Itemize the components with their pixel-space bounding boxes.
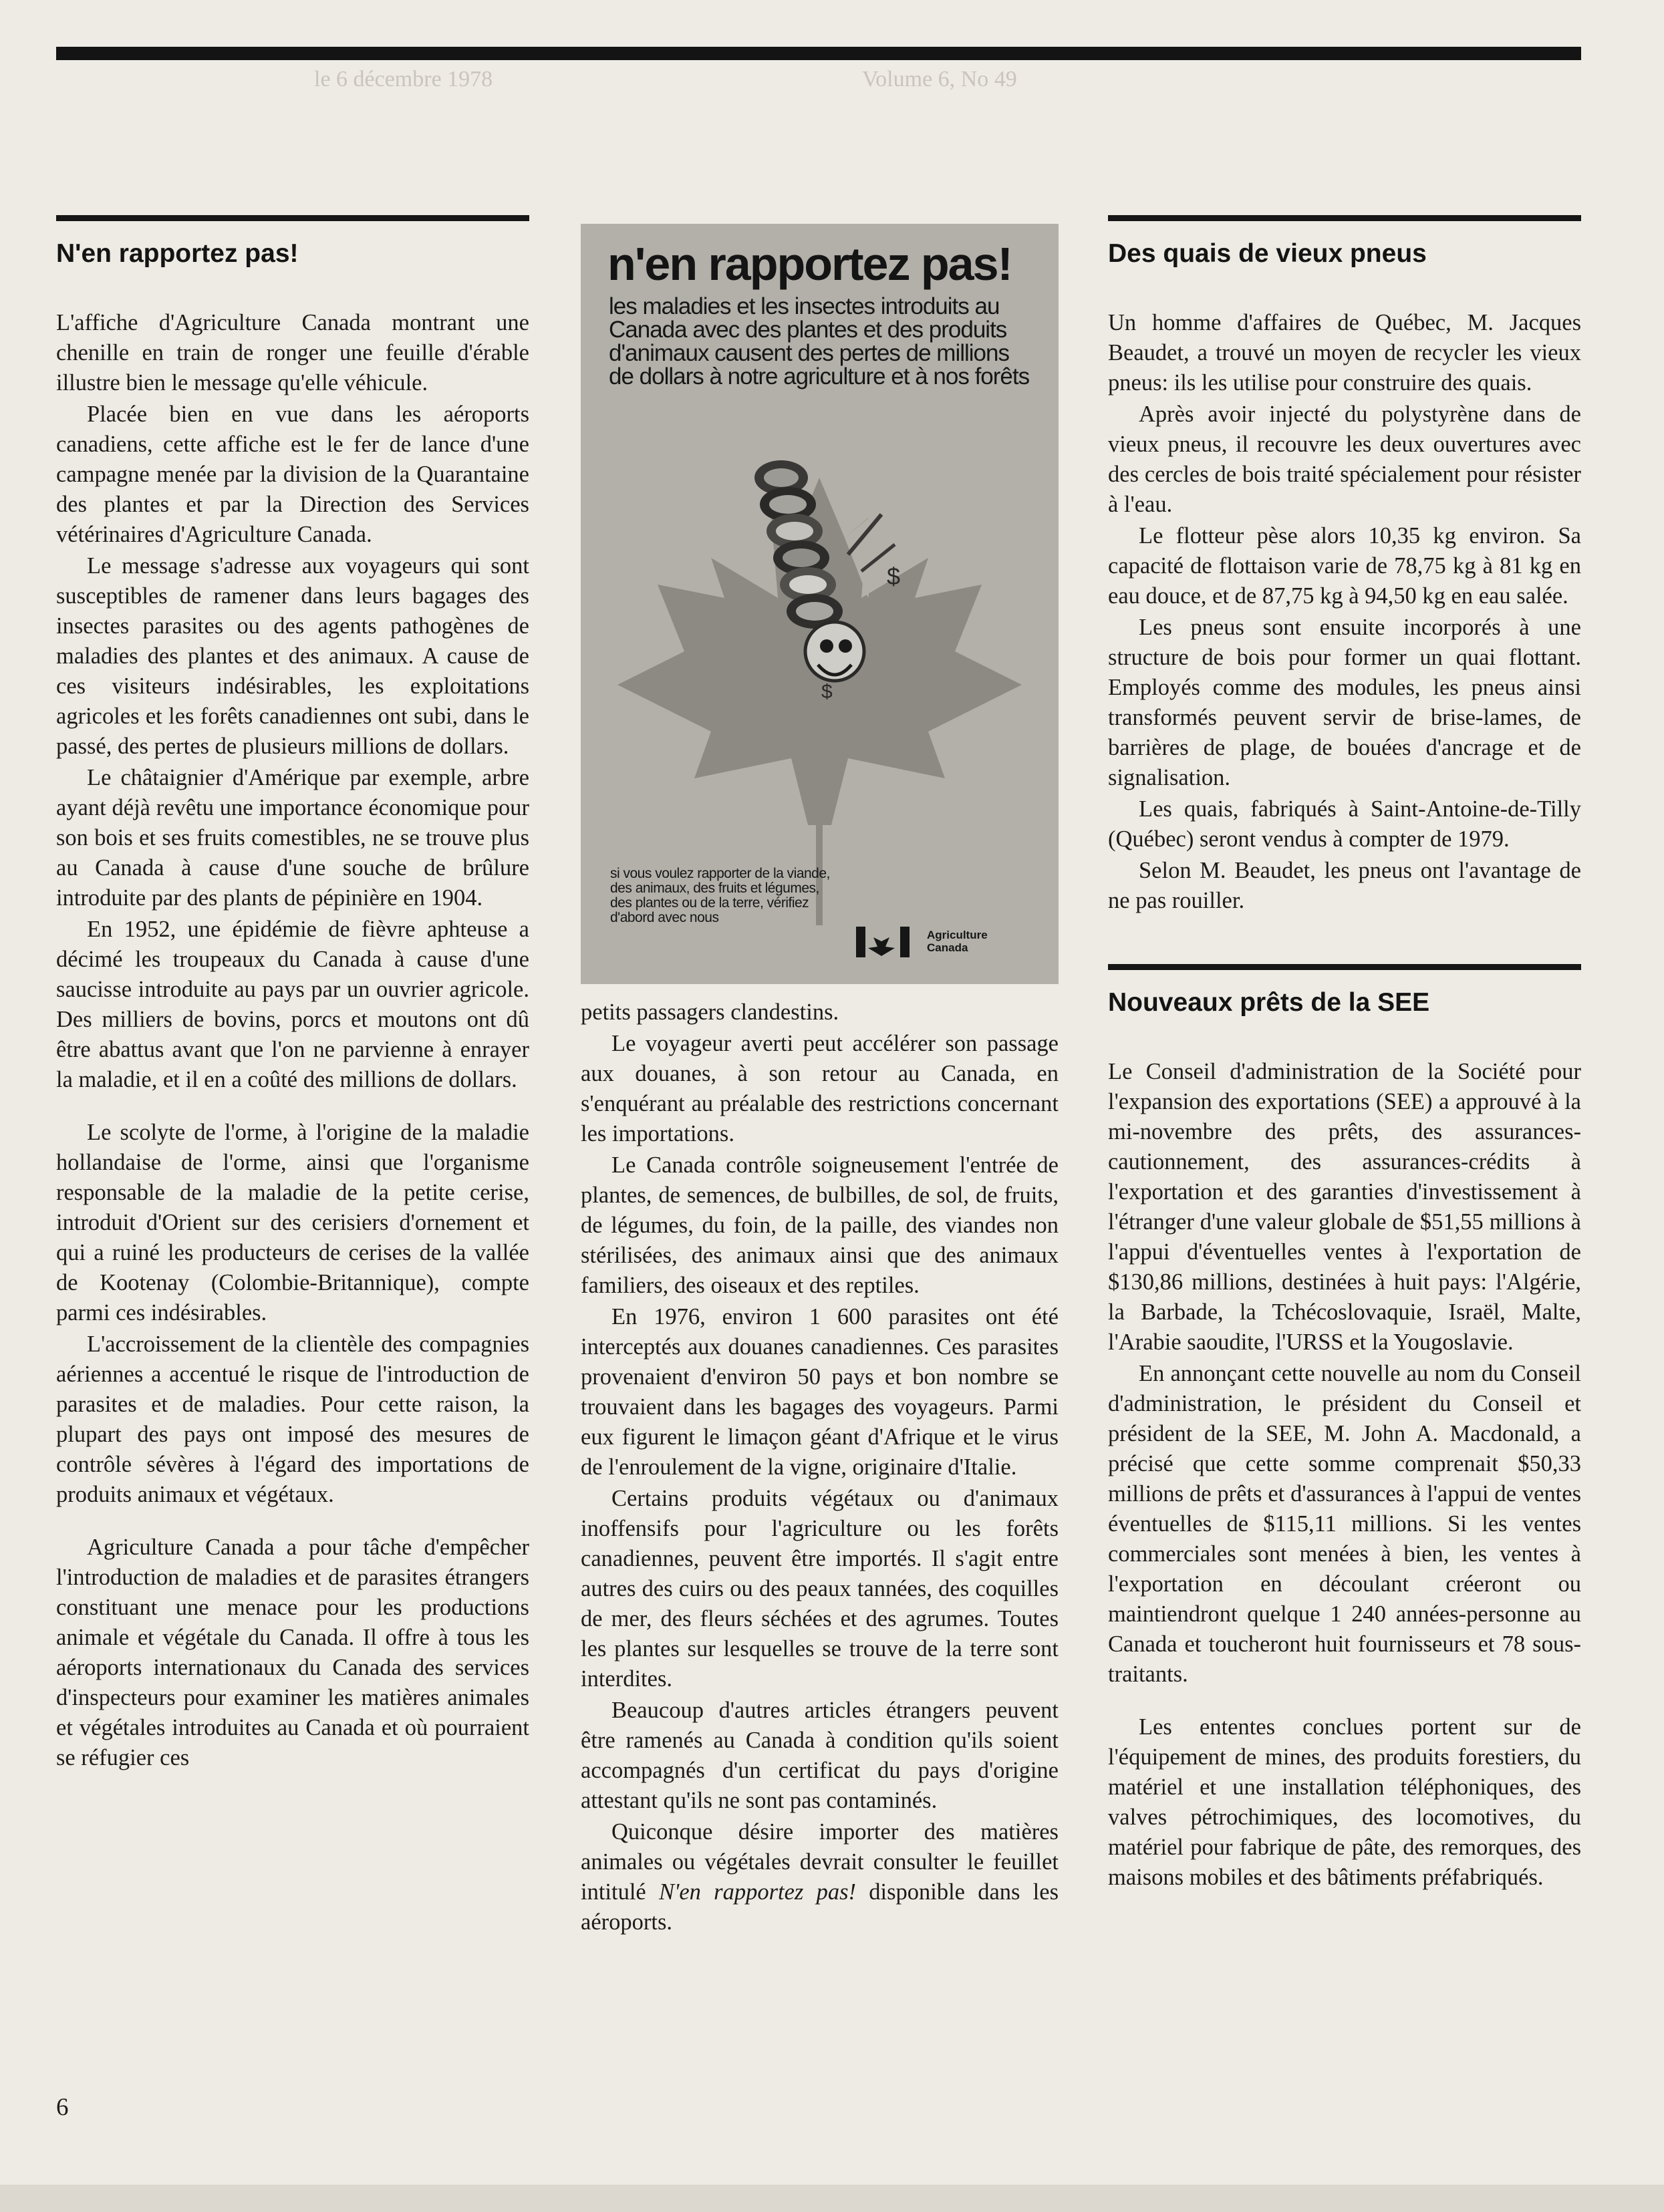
section-rule bbox=[56, 215, 529, 221]
article-title-nen-rapportez-pas: N'en rapportez pas! bbox=[56, 239, 299, 268]
paragraph: En annonçant cette nouvelle au nom du Conseil d'administration, le président du Conseil et président de la SEE, M. John A. Macdonald, a précisé que cette somme comprenait $50,33 millions de prêts et d'assurances à l'appui de ventes éventuelles de $115,11 millions. Si les ventes commerciales sont menées à bien, les ventes à l'exportation en découlant créeront ou maintiendront quelque 1 240 années-personne au Canada et toucheront huit fournisseurs et 78 sous-traitants. bbox=[1108, 1361, 1581, 1687]
paragraph: Le voyageur averti peut accélérer son passage aux douanes, à son retour au Canada, en s'enquérant au préalable des restrictions concernant les importations. bbox=[581, 1031, 1059, 1146]
show-through-volume: Volume 6, No 49 bbox=[862, 67, 1017, 92]
paragraph: Un homme d'affaires de Québec, M. Jacques Beaudet, a trouvé un moyen de recycler les vieux pneus: ils les utilise pour construire des quais. bbox=[1108, 310, 1581, 396]
paragraph: Les ententes conclues portent sur de l'équipement de mines, des produits forestiers, du matériel et une installation téléphoniques, des valves pétrochimiques, des locomotives, du matériel pour fabrique de pâte, des remorques, des maisons mobiles et des bâtiments préfabriqués. bbox=[1108, 1714, 1581, 1890]
paragraph: Certains produits végétaux ou d'animaux inoffensifs pour l'agriculture ou les forêts canadiennes, peuvent être importés. Il s'agit entre autres des cuirs ou des peaux tannées, des coquilles de mer, des fleurs séchées et des agrumes. Toutes les plantes sur lesquelles se trouve de la terre sont interdites. bbox=[581, 1486, 1059, 1692]
leaflet-title: N'en rapportez pas! bbox=[658, 1879, 856, 1905]
page-number: 6 bbox=[56, 2094, 69, 2121]
svg-text:$: $ bbox=[887, 563, 901, 590]
section-rule bbox=[1108, 964, 1581, 970]
svg-text:$: $ bbox=[821, 681, 833, 703]
paragraph: petits passagers clandestins. bbox=[581, 999, 839, 1025]
poster-headline: n'en rapportez pas! bbox=[607, 238, 1012, 290]
paragraph: Le scolyte de l'orme, à l'origine de la maladie hollandaise de l'orme, ainsi que l'organisme responsable de la maladie de la petite cerise, introduit d'Orient sur des cerisiers d'ornement et qui a ruiné les producteurs de cerises de la vallée de Kootenay (Colombie-Britannique), compte parmi ces indésirables. bbox=[56, 1120, 529, 1325]
paragraph: Le Conseil d'administration de la Société pour l'expansion des exportations (SEE) a approuvé à la mi-novembre des prêts, des assurances-cautionnement, des assurances-crédits à l'exportation et des garanties d'investissement à l'étranger d'une valeur globale de $51,55 millions à l'appui d'éventuelles ventes à l'exportation de $130,86 millions, destinées à huit pays: l'Algérie, la Barbade, la Tchécoslovaquie, Israël, Malte, l'Arabie saoudite, l'URSS et la Yougoslavie. bbox=[1108, 1059, 1581, 1355]
article-title-nouveaux-prets-see: Nouveaux prêts de la SEE bbox=[1108, 988, 1430, 1017]
agriculture-canada-logo-label: Agriculture Canada bbox=[927, 929, 988, 954]
middle-column bbox=[581, 224, 1059, 1939]
top-rule bbox=[56, 47, 1581, 60]
section-rule bbox=[1108, 215, 1581, 221]
article-title-quais-vieux-pneus: Des quais de vieux pneus bbox=[1108, 239, 1427, 268]
poster-small-print: si vous voulez rapporter de la viande, des animaux, des fruits et légumes, des plantes ou de la terre, vérifiez d'abord avec nous bbox=[610, 866, 830, 925]
paragraph: Le châtaignier d'Amérique par exemple, arbre ayant déjà revêtu une importance économique pour son bois et ses fruits comestibles, ne se trouve plus au Canada à cause d'une souche de brûlure introduite par des plants de pépinière en 1904. bbox=[56, 765, 529, 911]
paragraph: Beaucoup d'autres articles étrangers peuvent être ramenés au Canada à condition qu'ils soient accompagnés d'un certificat du pays d'origine attestant qu'ils ne sont pas contaminés. bbox=[581, 1698, 1059, 1813]
paragraph: Selon M. Beaudet, les pneus ont l'avantage de ne pas rouiller. bbox=[1108, 858, 1581, 913]
scan-edge bbox=[0, 2185, 1664, 2212]
paragraph: En 1976, environ 1 600 parasites ont été interceptés aux douanes canadiennes. Ces parasites provenaient d'environ 50 pays et bon nombre se trouvaient dans les bagages des voyageurs. Parmi eux figurent le limaçon géant d'Afrique et le virus de l'enroulement de la vigne, originaire d'Italie. bbox=[581, 1304, 1059, 1480]
paragraph-text: disponible dans les aéroports. bbox=[581, 1879, 1059, 1935]
poster-image bbox=[581, 224, 1059, 984]
right-column bbox=[1108, 215, 1581, 1894]
paragraph: Après avoir injecté du polystyrène dans de vieux pneus, il recouvre les deux ouvertures avec des cercles de bois traité spécialement pour résister à l'eau. bbox=[1108, 402, 1581, 517]
paragraph: Le Canada contrôle soigneusement l'entrée de plantes, de semences, de bulbilles, de sol, de fruits, de légumes, du foin, de la paille, des viandes non stérilisées, des animaux ainsi que des animaux familiers, des oiseaux et des reptiles. bbox=[581, 1152, 1059, 1298]
paragraph: En 1952, une épidémie de fièvre aphteuse a décimé les troupeaux du Canada à cause d'une saucisse introduite au pays par un ouvrier agricole. Des milliers de bovins, porcs et moutons ont dû être abattus avant que l'on ne parvienne à enrayer la maladie, et il en a coûté des millions de dollars. bbox=[56, 917, 529, 1092]
paragraph-text: Quiconque désire importer des matières animales ou végétales devrait consulter le feuillet intitulé bbox=[581, 1819, 1059, 1905]
paragraph: Agriculture Canada a pour tâche d'empêcher l'introduction de maladies et de parasites étrangers constituant une menace pour les productions animale et végétale du Canada. Il offre à tous les aéroports internationaux du Canada des services d'inspecteurs pour examiner les matières animales et végétales introduites au Canada et où pourraient se réfugier ces bbox=[56, 1535, 529, 1770]
paragraph: Le flotteur pèse alors 10,35 kg environ. Sa capacité de flottaison varie de 78,75 kg à 81 kg en eau douce, et de 87,75 kg à 94,50 kg en eau salée. bbox=[1108, 523, 1581, 609]
paragraph: L'accroissement de la clientèle des compagnies aériennes a accentué le risque de l'introduction de parasites et de maladies. Pour cette raison, la plupart des pays ont imposé des mesures de contrôle sévères à l'égard des importations de produits animaux et végétaux. bbox=[56, 1331, 529, 1507]
paragraph: L'affiche d'Agriculture Canada montrant une chenille en train de ronger une feuille d'érable illustre bien le message qu'elle véhicule. bbox=[56, 310, 529, 396]
paragraph: Les quais, fabriqués à Saint-Antoine-de-Tilly (Québec) seront vendus à compter de 1979. bbox=[1108, 796, 1581, 852]
show-through-date: le 6 décembre 1978 bbox=[314, 67, 493, 92]
paragraph: Les pneus sont ensuite incorporés à une structure de bois pour former un quai flottant. Employés comme des modules, les pneus ainsi transformés peuvent servir de brise-lames, de barrières de plage, de bouées d'ancrage et de signalisation. bbox=[1108, 615, 1581, 790]
left-column bbox=[56, 215, 529, 1774]
poster-body-text: les maladies et les insectes introduits au Canada avec des plantes et des produits d'animaux causent des pertes de millions de dollars à notre agriculture et à nos forêts bbox=[609, 293, 1030, 389]
paragraph-last bbox=[581, 1817, 1059, 1937]
paragraph: Le message s'adresse aux voyageurs qui sont susceptibles de ramener dans leurs bagages des insectes parasites ou des agents pathogènes de maladies des plantes et des animaux. A cause de ces visiteurs indésirables, les exploitations agricoles et les forêts canadiennes ont subi, dans le passé, des pertes de plusieurs millions de dollars. bbox=[56, 553, 529, 759]
paragraph: Placée bien en vue dans les aéroports canadiens, cette affiche est le fer de lance d'une campagne menée par la division de la Quarantaine des plantes et par la Direction des Services vétérinaires d'Agriculture Canada. bbox=[56, 402, 529, 547]
